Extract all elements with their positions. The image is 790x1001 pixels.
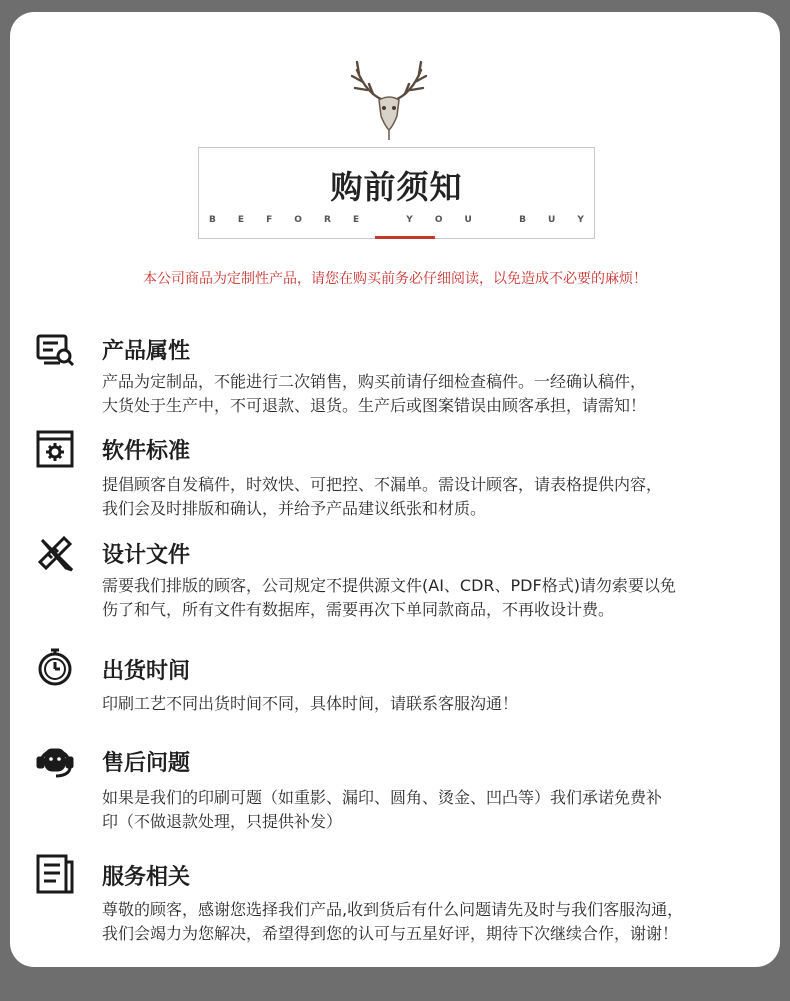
section-title: 出货时间 <box>102 659 191 684</box>
title-frame <box>198 147 595 239</box>
subtitle-letter: B <box>209 215 216 225</box>
subtitle-letter: O <box>434 215 443 225</box>
section-body <box>102 370 762 418</box>
section-line: 我们会竭力为您解决，希望得到您的认可与五星好评，期待下次继续合作，谢谢！ <box>102 924 679 943</box>
deer-antler-logo <box>343 56 435 148</box>
pencil-ruler-icon <box>34 532 76 574</box>
subtitle-letter: E <box>352 215 360 225</box>
section-title: 服务相关 <box>102 865 191 890</box>
stopwatch-icon <box>34 646 76 688</box>
subtitle-gap <box>494 215 497 225</box>
subtitle-letter: Y <box>577 215 584 225</box>
section-title: 产品属性 <box>102 339 191 364</box>
subtitle-letter: E <box>237 215 245 225</box>
section-body <box>102 786 762 834</box>
section-title: 售后问题 <box>102 751 191 776</box>
section-body <box>102 574 762 622</box>
page-title: 购前须知 <box>330 168 463 206</box>
section-body <box>102 473 762 521</box>
subtitle-letter: O <box>294 215 302 225</box>
document-icon <box>34 852 76 894</box>
section-line: 产品为定制品，不能进行二次销售，购买前请仔细检查稿件。一经确认稿件， <box>102 372 647 391</box>
subtitle-letter: F <box>266 215 273 225</box>
notice-warning: 本公司商品为定制性产品，请您在购买前务必仔细阅读，以免造成不必要的麻烦！ <box>143 271 647 287</box>
subtitle-letter: B <box>519 215 526 225</box>
section-title: 设计文件 <box>102 543 191 568</box>
subtitle-before-you-buy <box>203 212 590 228</box>
headset-agent-icon <box>34 738 76 780</box>
title-accent-bar <box>375 236 435 239</box>
section-line: 如果是我们的印刷可题（如重影、漏印、圆角、烫金、凹凸等）我们承诺免费补 <box>102 788 663 807</box>
monitor-search-icon <box>34 330 76 372</box>
section-body <box>102 692 762 716</box>
section-line: 提倡顾客自发稿件，时效快、可把控、不漏单。需设计顾客，请表格提供内容， <box>102 475 663 494</box>
section-line: 伤了和气，所有文件有数据库，需要再次下单同款商品，不再收设计费。 <box>102 600 615 619</box>
subtitle-letter: Y <box>406 215 413 225</box>
section-line: 大货处于生产中，不可退款、退货。生产后或图案错误由顾客承担，请需知！ <box>102 396 647 415</box>
subtitle-gap <box>381 215 384 225</box>
section-line: 尊敬的顾客，感谢您选择我们产品,收到货后有什么问题请先及时与我们客服沟通， <box>102 900 684 919</box>
subtitle-letter: R <box>323 215 331 225</box>
section-line: 印刷工艺不同出货时间不同，具体时间，请联系客服沟通！ <box>102 694 519 713</box>
section-line: 印（不做退款处理，只提供补发） <box>102 812 343 831</box>
section-title: 软件标准 <box>102 439 191 464</box>
section-body <box>102 898 762 946</box>
subtitle-letter: U <box>464 215 472 225</box>
section-line: 需要我们排版的顾客，公司规定不提供源文件(AI、CDR、PDF格式)请勿索要以免 <box>102 576 676 595</box>
subtitle-letter: U <box>547 215 556 225</box>
gear-window-icon <box>34 428 76 470</box>
section-line: 我们会及时排版和确认，并给予产品建议纸张和材质。 <box>102 499 487 518</box>
